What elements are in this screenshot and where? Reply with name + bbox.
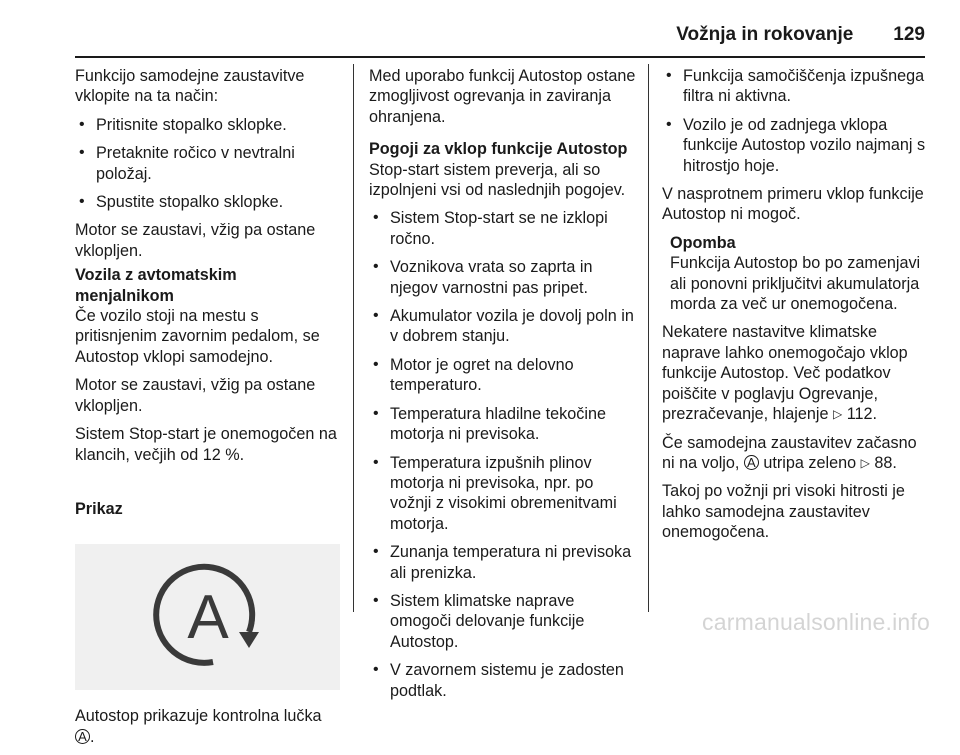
note-heading: Opomba [670, 233, 736, 252]
page-reference-icon: ▷ [832, 407, 843, 422]
paragraph-climate: Nekatere nastavitve klimatske naprave lahko onemogočajo vklop funkcije Autostop. Več podatkov poiščite v poglavju Ogrevanje, prezračevanje, hlajenje ▷ 112. [662, 323, 908, 424]
column-divider-right [648, 64, 649, 612]
autostop-symbol-icon: A [75, 729, 90, 744]
list-item: • Akumulator vozila je dovolj poln in v dobrem stanju. [369, 306, 637, 347]
section-title-display: Prikaz [75, 499, 123, 518]
paragraph-blink: Če samodejna zaustavitev začasno ni na voljo, A utripa zeleno ▷ 88. [662, 433, 917, 472]
note-box [662, 233, 927, 315]
paragraph: Sistem Stop-start je onemogočen na klancih, večjih od 12 %. [75, 425, 337, 464]
page-reference-icon: ▷ [860, 455, 870, 470]
paragraph: Med uporabo funkcij Autostop ostane zmogljivost ogrevanja in zaviranja ohranjena. [369, 67, 636, 126]
paragraph: V nasprotnem primeru vklop funkcije Autostop ni mogoč. [662, 185, 924, 224]
header-rule [75, 56, 925, 58]
steps-list [75, 115, 340, 213]
page-reference: 88 [874, 453, 893, 472]
paragraph: Stop-start sistem preverja, ali so izpolnjeni vsi od naslednjih pogojev. [369, 160, 626, 200]
figure-letter: A [186, 583, 229, 653]
column-divider-left [353, 64, 354, 612]
list-item: • Sistem Stop-start se ne izklopi ročno. [369, 208, 637, 249]
paragraph: Takoj po vožnji pri visoki hitrosti je lahko samodejna zaustavitev onemogočena. [662, 482, 905, 542]
page-number: 129 [893, 24, 925, 45]
autostop-indicator-icon [143, 562, 273, 672]
list-item: • Pretaknite ročico v nevtralni položaj. [75, 143, 340, 184]
autostop-symbol-icon: A [744, 455, 759, 470]
column-1 [75, 66, 340, 755]
page-reference: 112 [846, 405, 873, 424]
conditions-list-continued [662, 66, 927, 176]
list-item: • Voznikova vrata so zaprta in njegov varnostni pas pripet. [369, 257, 637, 298]
list-item: • V zavornem sistemu je zadosten podtlak. [369, 660, 637, 701]
list-item: • Sistem klimatske naprave omogoči delovanje funkcije Autostop. [369, 591, 637, 652]
list-item: • Temperatura hladilne tekočine motorja ni previsoka. [369, 404, 637, 445]
page-header [75, 24, 925, 52]
paragraph: Motor se zaustavi, vžig pa ostane vklopljen. [75, 221, 316, 260]
paragraph: Motor se zaustavi, vžig pa ostane vklopljen. [75, 376, 316, 415]
subheading-automatic: Vozila z avtomatskim menjalnikom [75, 266, 237, 305]
intro-text: Funkcijo samodejne zaustavitve vklopite na ta način: [75, 67, 305, 106]
paragraph: Če vozilo stoji na mestu s pritisnjenim zavornim pedalom, se Autostop vklopi samodejno. [75, 307, 320, 366]
note-text: Funkcija Autostop bo po zamenjavi ali ponovni priključitvi akumulatorja morda za več ur onemogočena. [670, 254, 921, 314]
autostop-figure [75, 544, 340, 690]
chapter-title: Vožnja in rokovanje [676, 24, 854, 45]
list-item: • Vozilo je od zadnjega vklopa funkcije Autostop vozilo najmanj s hitrostjo hoje. [662, 115, 927, 176]
subheading-conditions: Pogoji za vklop funkcije Autostop [369, 140, 628, 159]
list-item: • Spustite stopalko sklopke. [75, 192, 340, 212]
figure-caption: Autostop prikazuje kontrolna lučka A . [75, 707, 322, 746]
column-3 [662, 66, 927, 551]
column-2 [369, 66, 637, 709]
list-item: • Temperatura izpušnih plinov motorja ni previsoka, npr. po vožnji z visokimi obremenitvami motorja. [369, 453, 637, 535]
list-item: • Pritisnite stopalko sklopke. [75, 115, 340, 135]
list-item: • Zunanja temperatura ni previsoka ali prenizka. [369, 542, 637, 583]
list-item: • Motor je ogret na delovno temperaturo. [369, 355, 637, 396]
list-item: • Funkcija samočiščenja izpušnega filtra ni aktivna. [662, 66, 927, 107]
watermark: carmanualsonline.info [702, 609, 930, 635]
conditions-list [369, 208, 637, 701]
